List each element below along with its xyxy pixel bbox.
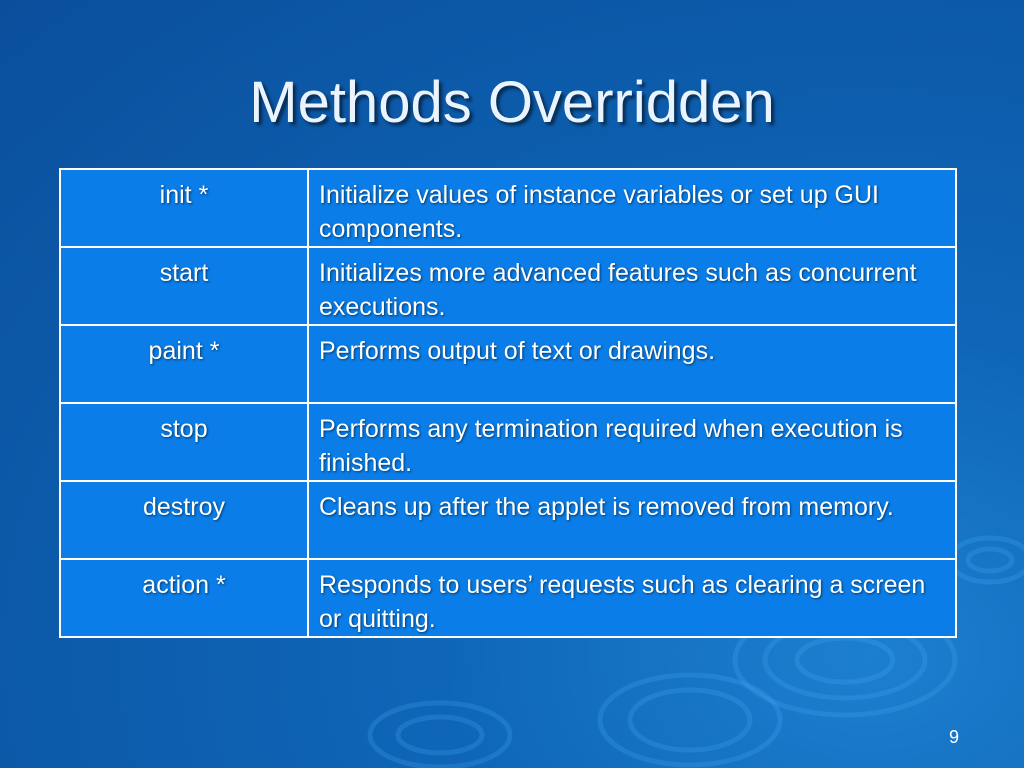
- method-description: Cleans up after the applet is removed from memory.: [308, 481, 956, 559]
- table-row: [60, 403, 956, 481]
- table-row: [60, 559, 956, 637]
- method-name: paint *: [60, 325, 308, 403]
- method-description: Performs output of text or drawings.: [308, 325, 956, 403]
- method-name: destroy: [60, 481, 308, 559]
- method-description: Initialize values of instance variables or set up GUI components.: [308, 169, 956, 247]
- method-description: Responds to users’ requests such as clearing a screen or quitting.: [308, 559, 956, 637]
- method-name: stop: [60, 403, 308, 481]
- method-name: start: [60, 247, 308, 325]
- method-description: Initializes more advanced features such as concurrent executions.: [308, 247, 956, 325]
- method-name: action *: [60, 559, 308, 637]
- table-row: [60, 325, 956, 403]
- table-row: [60, 247, 956, 325]
- methods-table: [59, 168, 957, 638]
- table-row: [60, 169, 956, 247]
- page-number: 9: [949, 727, 960, 747]
- table-row: [60, 481, 956, 559]
- method-name: init *: [60, 169, 308, 247]
- method-description: Performs any termination required when execution is finished.: [308, 403, 956, 481]
- slide-title: Methods Overridden: [249, 70, 775, 135]
